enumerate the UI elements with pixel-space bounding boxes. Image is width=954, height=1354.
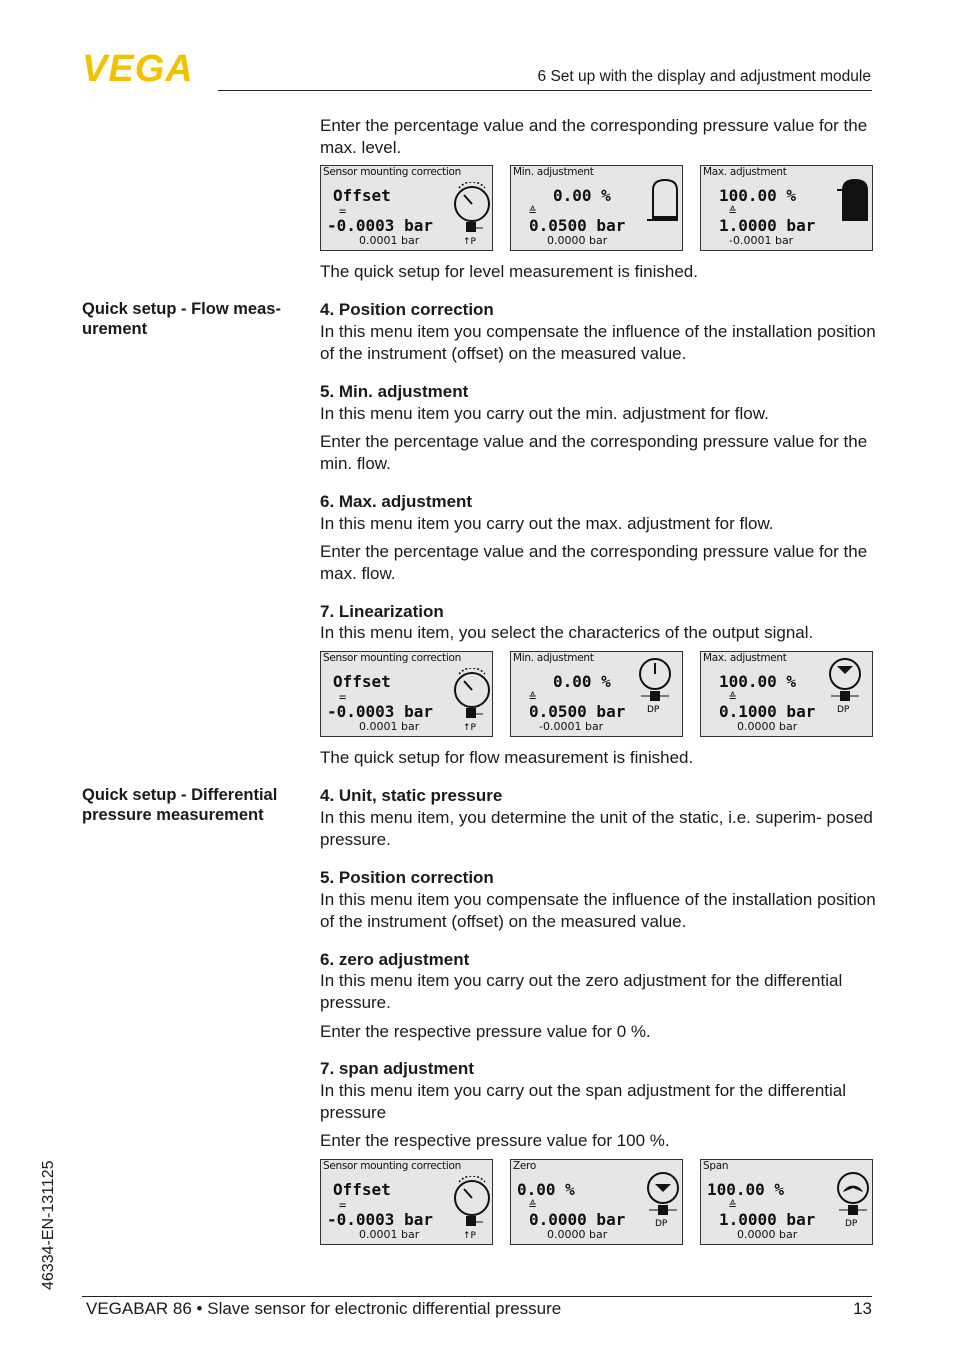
flow-s7-text: In this menu item, you select the characterics of the output signal. bbox=[320, 623, 814, 642]
flow-s6-title: 6. Max. adjustment bbox=[320, 492, 473, 511]
gauge-icon bbox=[451, 1176, 493, 1240]
screen-sensor-mounting-correction: Sensor mounting correction Offset = -0.0003 bar 0.0001 bar ↑P bbox=[320, 651, 493, 737]
flow-side-title: Quick setup - Flow meas- urement bbox=[82, 300, 281, 338]
svg-text:DP: DP bbox=[837, 705, 850, 715]
flow-s5-text2: Enter the percentage value and the corresponding pressure value for the min. flow. bbox=[320, 432, 868, 473]
svg-text:DP: DP bbox=[845, 1219, 858, 1229]
screen-sensor-mounting-correction: Sensor mounting correction Offset = -0.0003 bar 0.0001 bar ↑P bbox=[320, 1159, 493, 1245]
max-level-text: Enter the percentage value and the corresponding pressure value for the max. level. bbox=[320, 116, 868, 157]
dp-s5-title: 5. Position correction bbox=[320, 868, 494, 887]
tank-empty-icon bbox=[647, 176, 683, 226]
dp-side-title: Quick setup - Differential pressure measurement bbox=[82, 786, 278, 824]
flow-s4-text: In this menu item you compensate the influence of the installation position of the instrument (offset) on the measured value. bbox=[320, 322, 876, 363]
dp-s6-title: 6. zero adjustment bbox=[320, 950, 470, 969]
dp-gauge-icon bbox=[635, 656, 681, 716]
flow-s5-text: In this menu item you carry out the min. adjustment for flow. bbox=[320, 404, 769, 423]
flow-s5-title: 5. Min. adjustment bbox=[320, 382, 469, 401]
screen-max-adjustment: Max. adjustment 100.00 % ≙ 0.1000 bar 0.0000 bar DP bbox=[700, 651, 873, 737]
screen-max-adjustment: Max. adjustment 100.00 % ≙ 1.0000 bar -0.0001 bar bbox=[700, 165, 873, 251]
tank-full-icon bbox=[837, 176, 873, 226]
footer-product: VEGABAR 86 • Slave sensor for electronic differential pressure bbox=[86, 1299, 562, 1318]
screen-min-adjustment: Min. adjustment 0.00 % ≙ 0.0500 bar 0.0000 bar bbox=[510, 165, 683, 251]
flow-done-text: The quick setup for flow measurement is finished. bbox=[320, 748, 694, 767]
vega-logo bbox=[82, 50, 212, 84]
svg-text:↑P: ↑P bbox=[463, 723, 476, 732]
svg-text:DP: DP bbox=[655, 1219, 668, 1229]
svg-text:DP: DP bbox=[647, 705, 660, 715]
dp-gauge-icon bbox=[825, 1170, 871, 1230]
dp-gauge-icon bbox=[825, 656, 871, 716]
flow-s7-title: 7. Linearization bbox=[320, 602, 444, 621]
svg-text:↑P: ↑P bbox=[463, 1231, 476, 1240]
flow-s6-text: In this menu item you carry out the max. adjustment for flow. bbox=[320, 514, 774, 533]
header-divider bbox=[218, 90, 872, 91]
dp-s4-title: 4. Unit, static pressure bbox=[320, 786, 503, 805]
gauge-icon bbox=[451, 182, 493, 246]
screen-min-adjustment: Min. adjustment 0.00 % ≙ 0.0500 bar -0.0001 bar DP bbox=[510, 651, 683, 737]
gauge-icon bbox=[451, 668, 493, 732]
section-header: 6 Set up with the display and adjustment module bbox=[537, 68, 871, 85]
document-id: 46334-EN-131125 bbox=[40, 1160, 57, 1290]
screen-sensor-mounting-correction: Sensor mounting correction Offset = -0.0003 bar 0.0001 bar ↑P bbox=[320, 165, 493, 251]
dp-s6-text2: Enter the respective pressure value for 0 %. bbox=[320, 1022, 651, 1041]
dp-gauge-icon bbox=[635, 1170, 681, 1230]
dp-s7-text2: Enter the respective pressure value for 100 %. bbox=[320, 1131, 670, 1150]
level-done-text: The quick setup for level measurement is finished. bbox=[320, 262, 698, 281]
dp-s6-text: In this menu item you carry out the zero adjustment for the differential pressure. bbox=[320, 971, 843, 1012]
screen-span: Span 100.00 % ≙ 1.0000 bar 0.0000 bar DP bbox=[700, 1159, 873, 1245]
page-number: 13 bbox=[853, 1299, 872, 1318]
dp-s4-text: In this menu item, you determine the unit of the static, i.e. superim- posed pressure. bbox=[320, 808, 873, 849]
svg-text:↑P: ↑P bbox=[463, 237, 476, 246]
footer-divider bbox=[82, 1296, 872, 1297]
dp-s5-text: In this menu item you compensate the influence of the installation position of the instrument (offset) on the measured value. bbox=[320, 890, 876, 931]
flow-s6-text2: Enter the percentage value and the corresponding pressure value for the max. flow. bbox=[320, 542, 868, 583]
svg-text:VEGA: VEGA bbox=[82, 50, 194, 84]
dp-s7-text: In this menu item you carry out the span adjustment for the differential pressure bbox=[320, 1081, 847, 1122]
dp-s7-title: 7. span adjustment bbox=[320, 1059, 474, 1078]
flow-s4-title: 4. Position correction bbox=[320, 300, 494, 319]
screen-zero: Zero 0.00 % ≙ 0.0000 bar 0.0000 bar DP bbox=[510, 1159, 683, 1245]
